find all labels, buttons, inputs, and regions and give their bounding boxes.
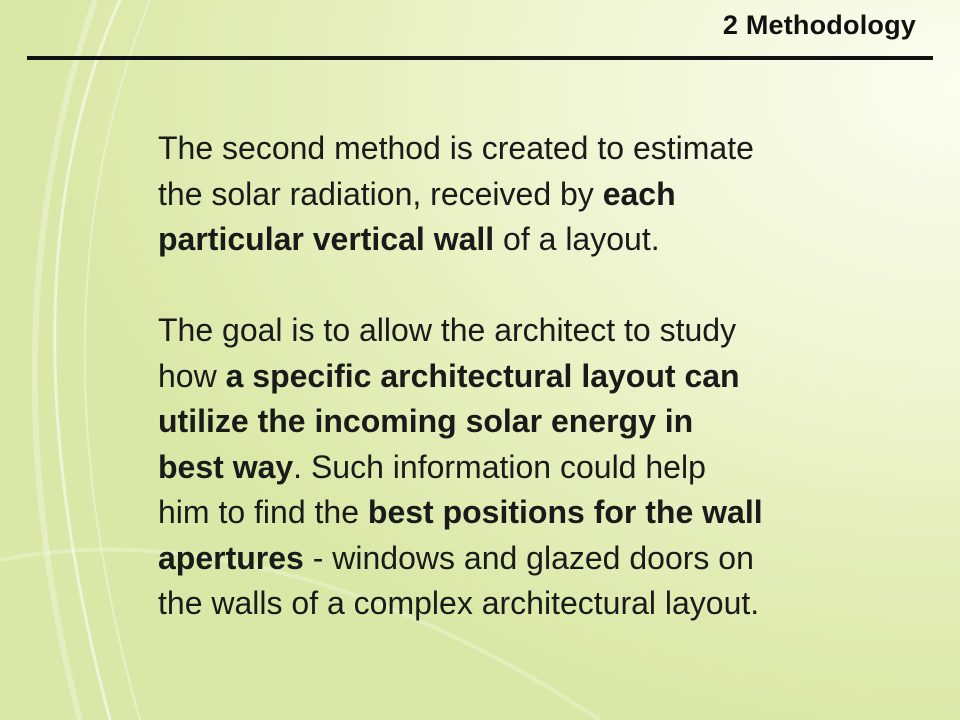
text-run: of a layout. <box>494 221 660 257</box>
text-line <box>158 490 918 536</box>
text-line <box>158 581 918 627</box>
text-line <box>158 217 918 263</box>
text-line <box>158 536 918 582</box>
slide-title: 2 Methodology <box>722 10 916 40</box>
text-run: . Such information could help <box>293 448 706 485</box>
text-run: The goal is to allow the architect to study <box>158 312 737 348</box>
text-run: - windows and glazed doors on <box>303 539 754 576</box>
text-line <box>158 399 918 445</box>
text-run: the solar radiation, received by <box>158 175 603 212</box>
paragraph-1 <box>158 126 918 263</box>
slide-body <box>158 126 918 627</box>
text-run: him to find the <box>158 494 368 530</box>
paragraph-2 <box>158 308 918 627</box>
text-line <box>158 126 918 172</box>
text-line <box>158 354 918 400</box>
text-run: the walls of a complex architectural layout. <box>158 585 760 621</box>
bold-text-run: each <box>602 175 676 212</box>
text-line <box>158 172 918 218</box>
text-run: how <box>158 357 226 394</box>
text-line <box>158 308 918 354</box>
bold-text-run: best positions for the wall <box>367 494 763 530</box>
title-divider <box>27 56 933 60</box>
text-run: The second method is created to estimate <box>158 130 754 166</box>
bold-text-run: best way <box>158 448 294 485</box>
bold-text-run: utilize the incoming solar energy in <box>158 403 694 439</box>
bold-text-run: particular vertical wall <box>158 221 495 257</box>
bold-text-run: a specific architectural layout can <box>225 357 740 394</box>
bold-text-run: apertures <box>158 539 304 576</box>
text-line <box>158 445 918 491</box>
